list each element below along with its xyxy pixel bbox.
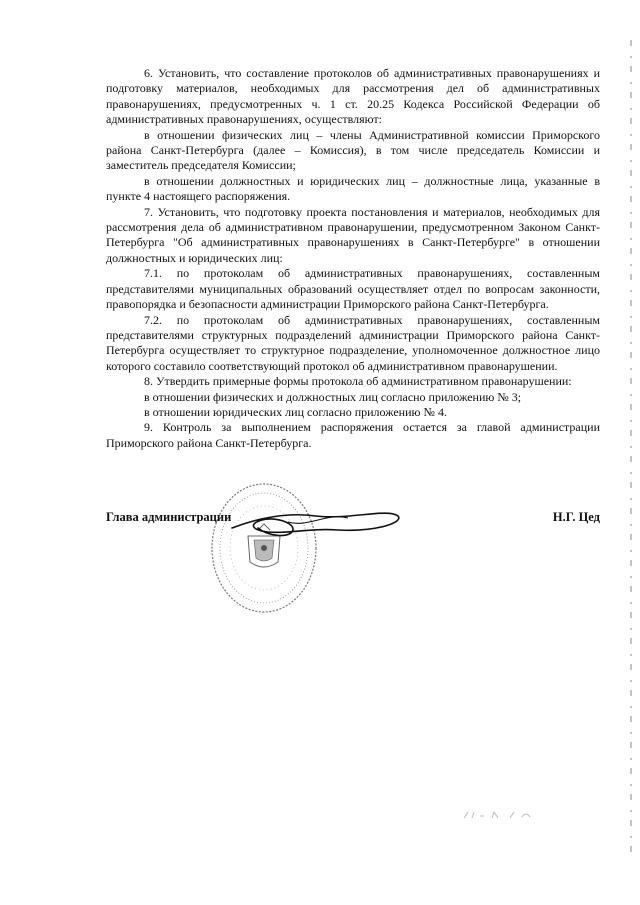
paragraph-6-physical: в отношении физических лиц – члены Административной комиссии Приморского района Санкт-Петербурга (далее – Комиссия), в том числе председатель Комиссии и заместитель председателя Комиссии; <box>106 127 600 173</box>
signatory-name: Н.Г. Цед <box>552 510 600 524</box>
scan-edge-line-icon <box>630 40 632 860</box>
paragraph-7-1: 7.1. по протоколам об административных правонарушениях, составленным представителями муниципальных образований осуществляет отдел по вопросам законности, правопорядка и безопасности администрации Приморского района Санкт-Петербурга. <box>106 266 600 312</box>
paragraph-9: 9. Контроль за выполнением распоряжения остается за главой администрации Приморского района Санкт-Петербурга. <box>106 420 600 450</box>
scan-artifact-icon <box>462 808 542 822</box>
paragraph-8: 8. Утвердить примерные формы протокола об административном правонарушении: <box>144 374 572 389</box>
paragraph-8-appendix-3: в отношении физических и должностных лиц согласно приложению № 3; <box>144 389 522 404</box>
signatory-position: Глава администрации <box>106 510 232 524</box>
paragraph-8-appendix-4: в отношении юридических лиц согласно приложению № 4. <box>144 404 447 419</box>
paragraph-6: 6. Установить, что составление протоколов об административных правонарушениях и подготовку материалов, необходимых для рассмотрения дел об административных правонарушениях, предусмотренных ч. 1 ст. 20.25 Кодекса Российской Федерации об административных правонарушениях, осуществляют: <box>106 66 600 127</box>
paragraph-7: 7. Установить, что подготовку проекта постановления и материалов, необходимых для рассмотрения дела об административном правонарушении, предусмотренном Законом Санкт-Петербурга "Об административных правонарушениях в Санкт-Петербурге" в отношении должностных и юридических лиц: <box>106 204 600 265</box>
paragraph-7-2: 7.2. по протоколам об административных правонарушениях, составленным представителями структурных подразделений администрации Приморского района Санкт-Петербурга осуществляет то структурное подразделение, уполномоченное должностное лицо которого составило соответствующий протокол об административном правонарушении. <box>106 312 600 373</box>
signature-block <box>106 510 600 530</box>
paragraph-6-legal: в отношении должностных и юридических лиц – должностные лица, указанные в пункте 4 настоящего распоряжения. <box>106 173 600 204</box>
document-body <box>106 66 600 451</box>
